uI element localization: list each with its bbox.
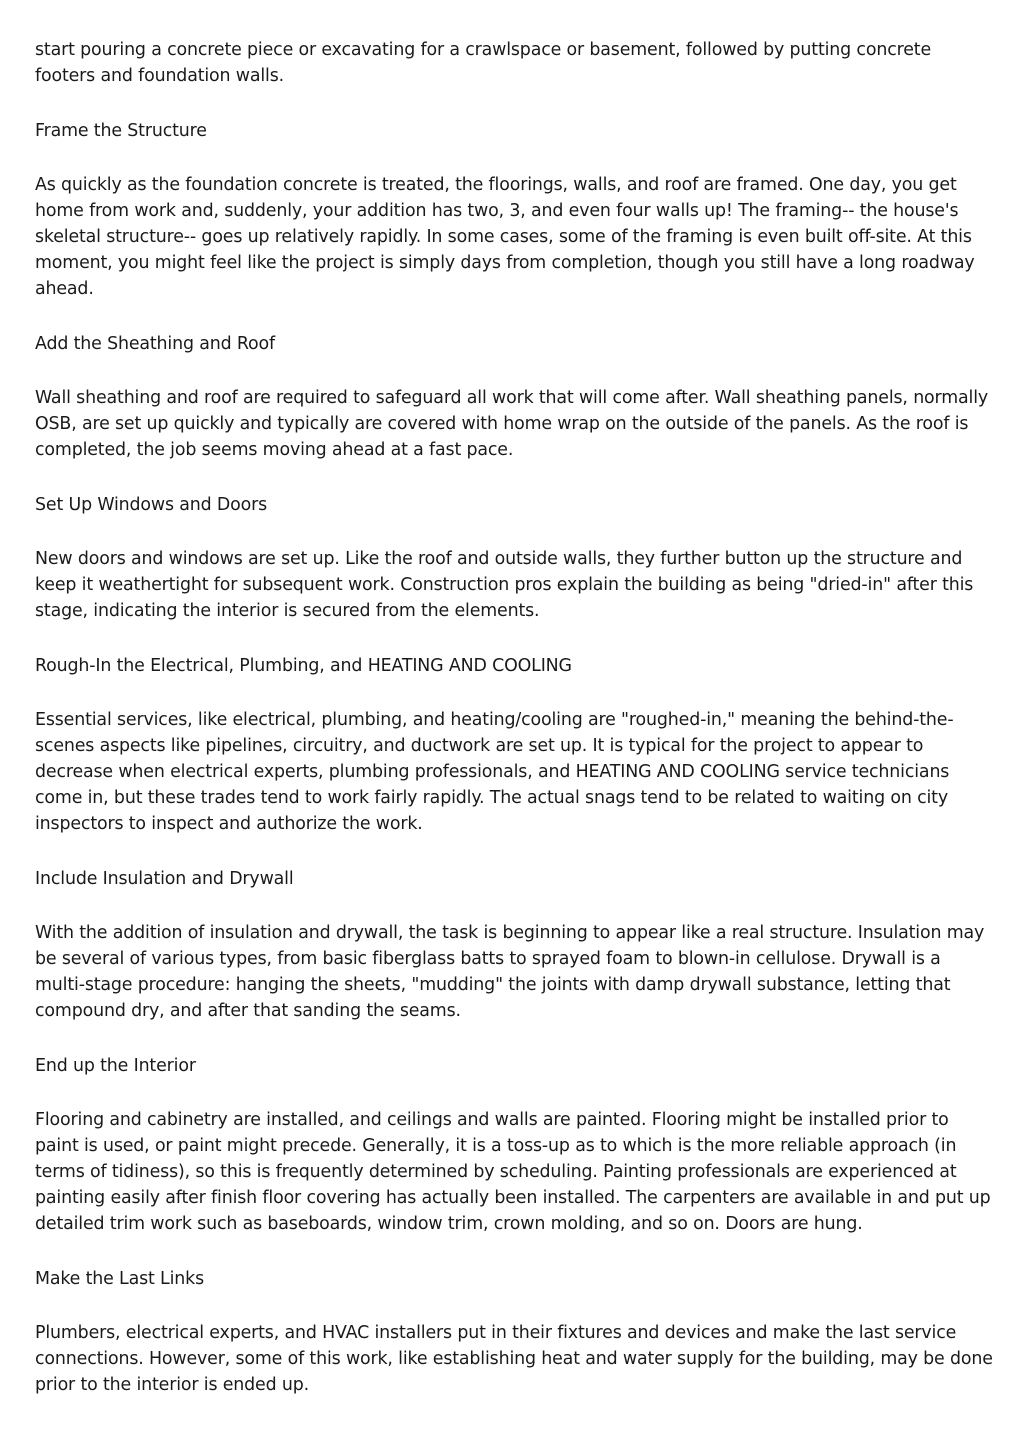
section-heading-sheathing-roof: Add the Sheathing and Roof — [35, 333, 275, 354]
section-heading-windows-doors: Set Up Windows and Doors — [35, 494, 268, 515]
section-heading-frame-structure: Frame the Structure — [35, 120, 207, 141]
section-body-sheathing-roof: Wall sheathing and roof are required to safeguard all work that will come after. Wall sheathing panels, normally OSB, are set up quickly and typically are covered with home wrap on the outside of the panels. As the roof is completed, the job seems moving ahead at a fast pace. — [35, 388, 989, 460]
intro-paragraph: start pouring a concrete piece or excavating for a crawlspace or basement, followed by putting concrete footers and foundation walls. — [35, 40, 932, 86]
section-body-frame-structure: As quickly as the foundation concrete is treated, the floorings, walls, and roof are framed. One day, you get home from work and, suddenly, your addition has two, 3, and even four walls up! The framing-- the house's skeletal structure-- goes up relatively rapidly. In some cases, some of the framing is even built off-site. At this moment, you might feel like the project is simply days from completion, though you still have a long roadway ahead. — [35, 175, 975, 299]
document-page — [35, 37, 993, 1427]
section-heading-finish-interior: End up the Interior — [35, 1055, 196, 1076]
section-heading-last-links: Make the Last Links — [35, 1268, 204, 1289]
section-heading-rough-in: Rough-In the Electrical, Plumbing, and HEATING AND COOLING — [35, 655, 572, 676]
section-body-windows-doors: New doors and windows are set up. Like the roof and outside walls, they further button up the structure and keep it weathertight for subsequent work. Construction pros explain the building as being "dried-in" after this stage, indicating the interior is secured from the elements. — [35, 549, 974, 621]
section-body-last-links: Plumbers, electrical experts, and HVAC installers put in their fixtures and devices and make the last service connections. However, some of this work, like establishing heat and water supply for the building, may be done prior to the interior is ended up. — [35, 1323, 993, 1395]
section-body-insulation-drywall: With the addition of insulation and drywall, the task is beginning to appear like a real structure. Insulation may be several of various types, from basic fiberglass batts to sprayed foam to blown-in cellulose. Drywall is a multi-stage procedure: hanging the sheets, "mudding" the joints with damp drywall substance, letting that compound dry, and after that sanding the seams. — [35, 923, 985, 1021]
section-body-finish-interior: Flooring and cabinetry are installed, and ceilings and walls are painted. Flooring might be installed prior to paint is used, or paint might precede. Generally, it is a toss-up as to which is the more reliable approach (in terms of tidiness), so this is frequently determined by scheduling. Painting professionals are experienced at painting easily after finish floor covering has actually been installed. The carpenters are available in and put up detailed trim work such as baseboards, window trim, crown molding, and so on. Doors are hung. — [35, 1110, 991, 1234]
section-body-rough-in: Essential services, like electrical, plumbing, and heating/cooling are "roughed-in," meaning the behind-the-scenes aspects like pipelines, circuitry, and ductwork are set up. It is typical for the project to appear to decrease when electrical experts, plumbing professionals, and HEATING AND COOLING service technicians come in, but these trades tend to work fairly rapidly. The actual snags tend to be related to waiting on city inspectors to inspect and authorize the work. — [35, 710, 954, 834]
section-heading-insulation-drywall: Include Insulation and Drywall — [35, 868, 294, 889]
